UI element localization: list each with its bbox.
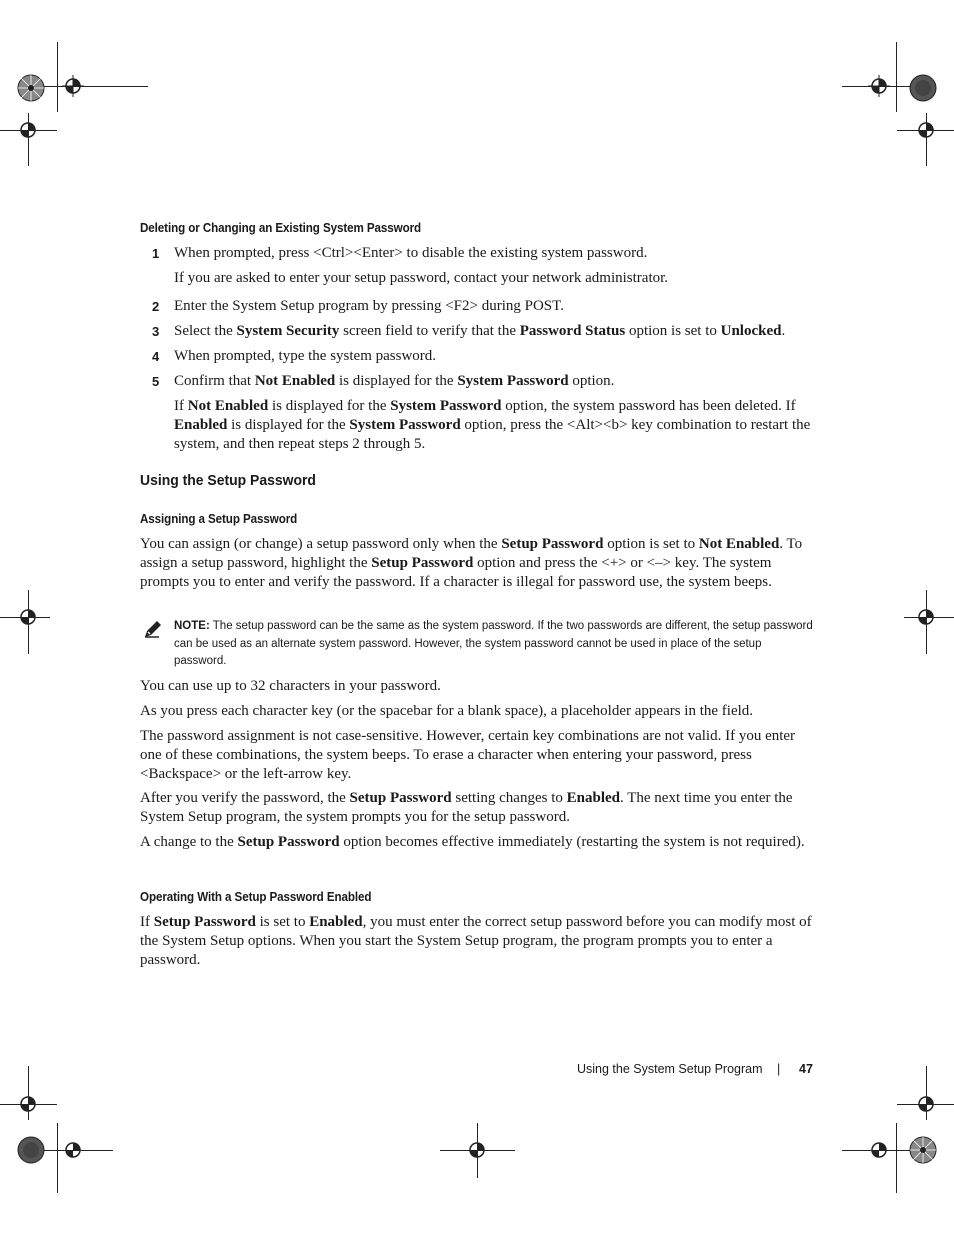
crosshair-icon (62, 1139, 84, 1161)
note-pencil-icon (142, 618, 164, 640)
step-text: Select the System Security screen field to verify that the Password Status option is set to Unlocked. (174, 323, 786, 339)
step-text: When prompted, type the system password. (174, 348, 437, 364)
registration-disc-icon (16, 1135, 46, 1165)
crosshair-icon (17, 1093, 39, 1115)
footer-separator: | (777, 1062, 781, 1076)
crosshair-icon (17, 119, 39, 141)
step-1-note: If you are asked to enter your setup password, contact your network administrator. (174, 270, 669, 286)
crosshair-icon (915, 119, 937, 141)
step-text: Confirm that Not Enabled is displayed for the System Password option. (174, 373, 615, 389)
registration-target-icon (16, 73, 46, 103)
paragraph: You can use up to 32 characters in your password. (140, 678, 441, 694)
subheading-operating: Operating With a Setup Password Enabled (140, 890, 372, 904)
paragraph: As you press each character key (or the spacebar for a blank space), a placeholder appears in the field. (140, 703, 754, 719)
note-box (174, 618, 816, 671)
paragraph: The password assignment is not case-sensitive. However, certain key combinations are not valid. If you enter one of these combinations, the system beeps. To erase a character when entering your password, press <Backspace> or the left-arrow key. (140, 728, 796, 782)
step-number: 2 (152, 299, 160, 314)
subheading-assigning: Assigning a Setup Password (140, 512, 298, 526)
paragraph: You can assign (or change) a setup password only when the Setup Password option is set to Not Enabled. To assign a setup password, highlight the Setup Password option and press the <+> or <–> key. The system prompts you to enter and verify the password. If a character is illegal for password use, the system beeps. (140, 536, 803, 590)
crosshair-icon (868, 75, 890, 97)
step-number: 3 (152, 324, 160, 339)
step-5-note: If Not Enabled is displayed for the System Password option, the system password has been deleted. If Enabled is displayed for the System Password option, press the <Alt><b> key combination to restart the system, and then repeat steps 2 through 5. (174, 398, 811, 452)
paragraph: If Setup Password is set to Enabled, you must enter the correct setup password before you can modify most of the System Setup options. When you start the System Setup program, the program prompts you to enter a password. (140, 914, 812, 968)
crosshair-icon (466, 1139, 488, 1161)
crosshair-icon (915, 1093, 937, 1115)
crosshair-icon (17, 606, 39, 628)
step-number: 4 (152, 349, 160, 364)
section-heading-setup-password: Using the Setup Password (140, 472, 316, 489)
crosshair-icon (868, 1139, 890, 1161)
section-heading-delete-password: Deleting or Changing an Existing System Password (140, 221, 422, 235)
page-number: 47 (799, 1062, 813, 1076)
crosshair-icon (915, 606, 937, 628)
note-text: The setup password can be the same as the system password. If the two passwords are different, the setup password can be used as an alternate system password. However, the system password cannot be used in place of the setup password. (174, 620, 813, 667)
step-number: 5 (152, 374, 160, 389)
step-number: 1 (152, 246, 160, 261)
paragraph: After you verify the password, the Setup Password setting changes to Enabled. The next time you enter the System Setup program, the system prompts you for the setup password. (140, 790, 793, 825)
paragraph: A change to the Setup Password option becomes effective immediately (restarting the system is not required). (140, 834, 805, 850)
step-text: When prompted, press <Ctrl><Enter> to disable the existing system password. (174, 245, 648, 261)
crosshair-icon (62, 75, 84, 97)
footer-chapter-title: Using the System Setup Program (577, 1062, 763, 1076)
note-label: NOTE: (174, 620, 210, 632)
registration-disc-icon (908, 73, 938, 103)
step-text: Enter the System Setup program by pressing <F2> during POST. (174, 298, 564, 314)
registration-target-icon (908, 1135, 938, 1165)
